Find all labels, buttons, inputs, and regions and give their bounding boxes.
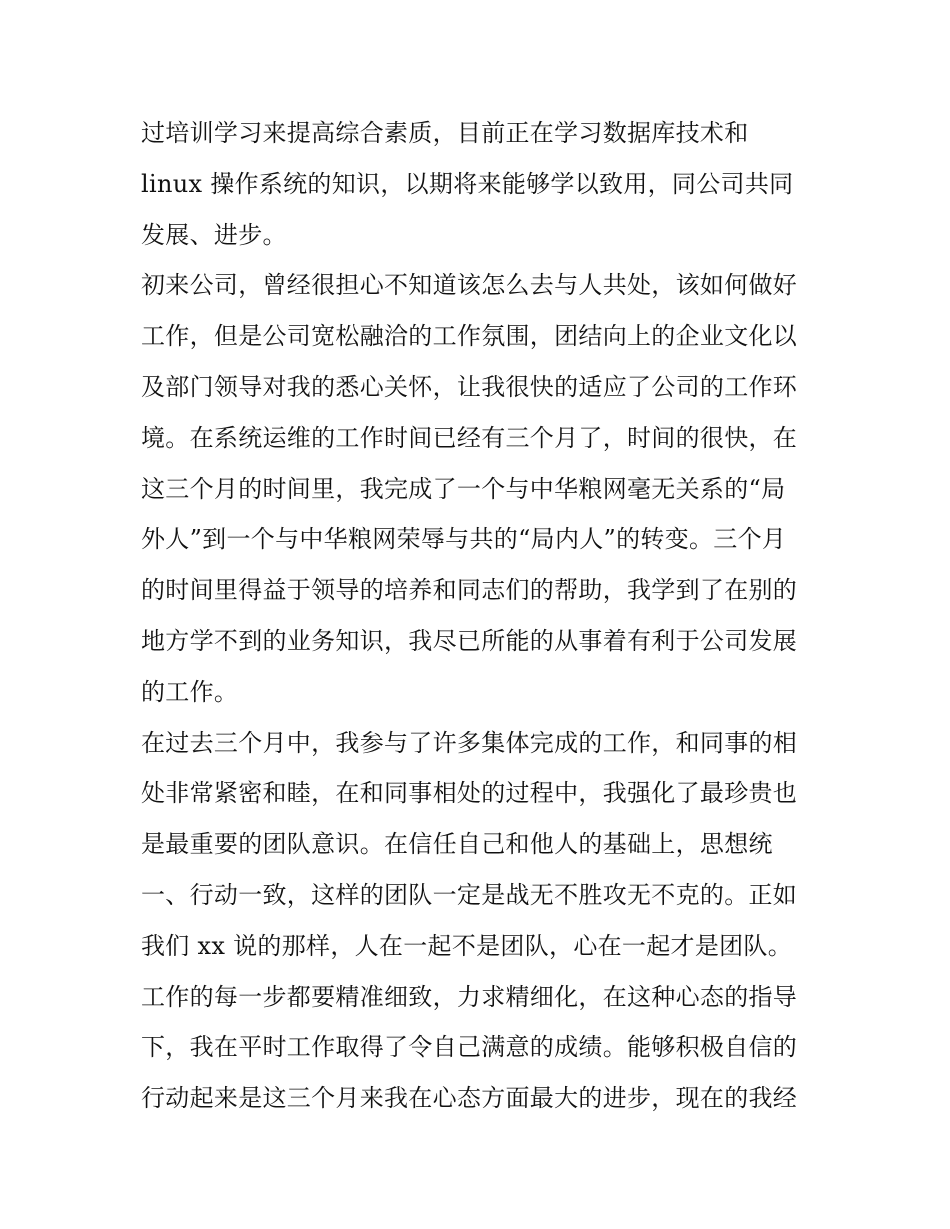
text-line: linux 操作系统的知识，以期将来能够学以致用，同公司共同 [141,169,794,198]
text-line: 在过去三个月中，我参与了许多集体完成的工作，和同事的相 [141,728,798,757]
text-line: 境。在系统运维的工作时间已经有三个月了，时间的很快，在 [141,423,798,452]
text-line: 是最重要的团队意识。在信任自己和他人的基础上，思想统 [141,830,773,859]
text-line: 下，我在平时工作取得了令自己满意的成绩。能够积极自信的 [141,1033,798,1062]
text-line: 初来公司，曾经很担心不知道该怎么去与人共处，该如何做好 [141,271,798,300]
document-body [141,108,821,1124]
text-line: 这三个月的时间里，我完成了一个与中华粮网毫无关系的“局 [141,474,786,503]
text-line: 发展、进步。 [141,220,287,249]
text-line: 地方学不到的业务知识，我尽已所能的从事着有利于公司发展 [141,626,798,655]
text-line: 的工作。 [141,677,239,706]
text-line: 过培训学习来提高综合素质，目前正在学习数据库技术和 [141,119,749,147]
text-line: 一、行动一致，这样的团队一定是战无不胜攻无不克的。正如 [141,880,798,909]
text-line: 外人”到一个与中华粮网荣辱与共的“局内人”的转变。三个月 [141,525,787,554]
text-line: 行动起来是这三个月来我在心态方面最大的进步，现在的我经 [141,1084,798,1113]
text-line: 及部门领导对我的悉心关怀，让我很快的适应了公司的工作环 [141,372,798,401]
text-line: 我们 xx 说的那样，人在一起不是团队，心在一起才是团队。 [141,931,793,960]
text-line: 的时间里得益于领导的培养和同志们的帮助，我学到了在别的 [141,576,798,605]
text-line: 处非常紧密和睦，在和同事相处的过程中，我强化了最珍贵也 [141,779,798,808]
text-line: 工作，但是公司宽松融洽的工作氛围，团结向上的企业文化以 [141,322,798,351]
text-line: 工作的每一步都要精准细致，力求精细化，在这种心态的指导 [141,982,798,1011]
